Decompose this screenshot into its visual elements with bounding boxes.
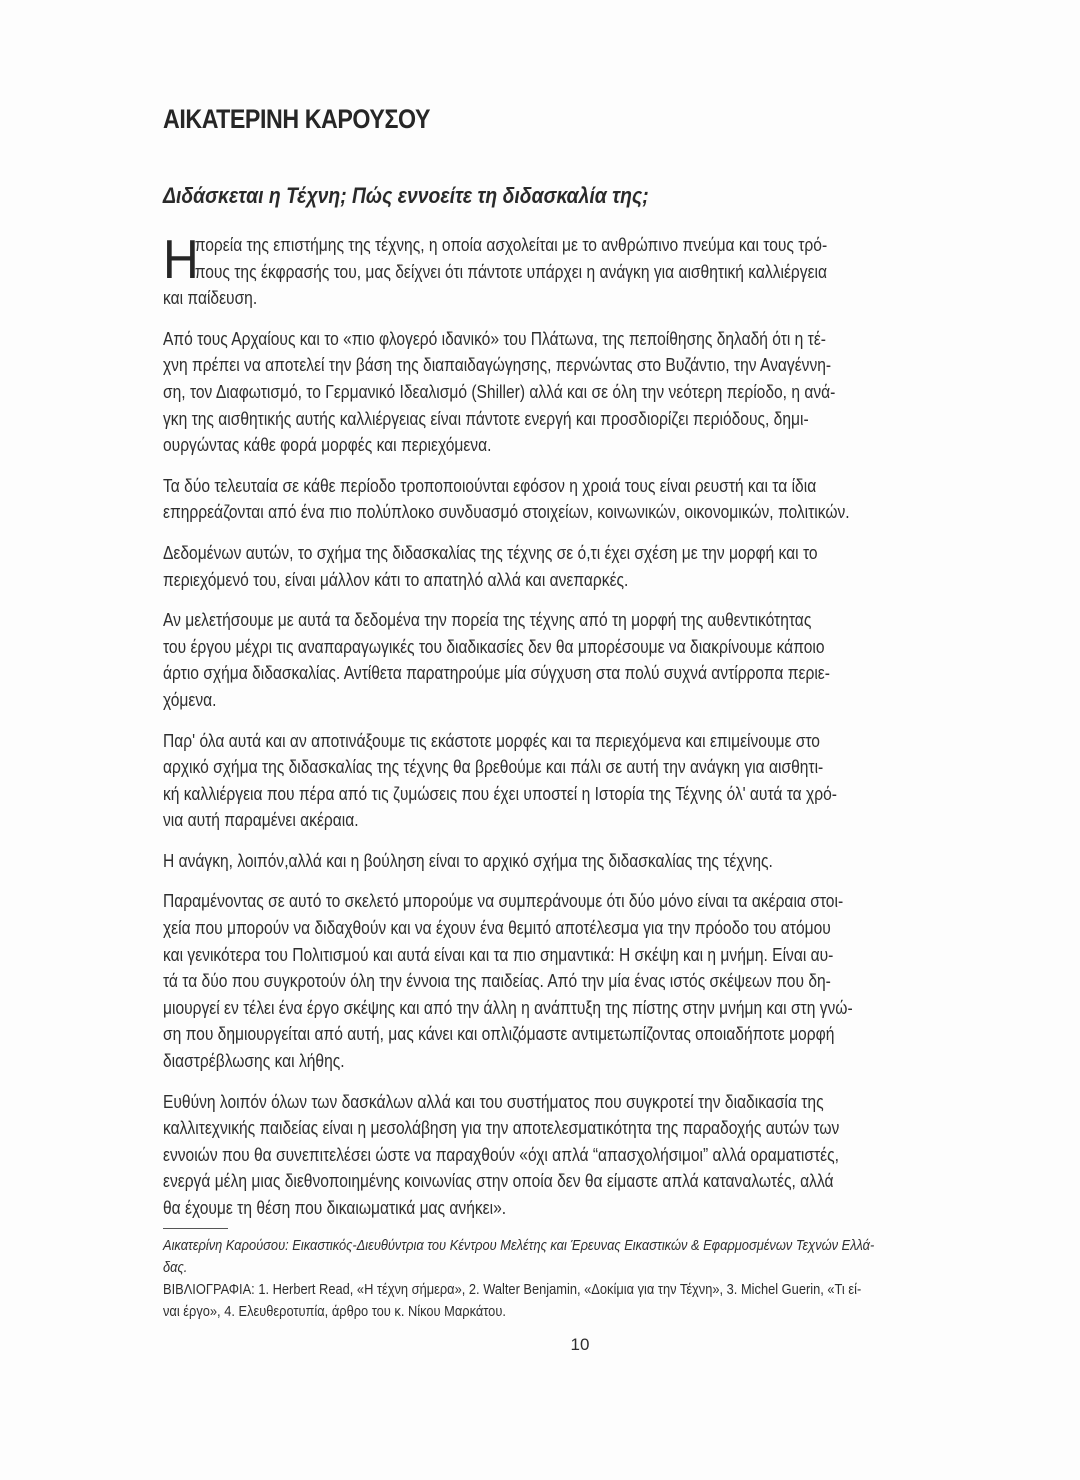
footnotes — [163, 1235, 1063, 1323]
text-line: νια αυτή παραμένει ακέραια. — [163, 810, 359, 831]
text-line: καλλιτεχνικής παιδείας είναι η μεσολάβηση για την αποτελεσματικότητα της παραδοχής αυτών των — [163, 1118, 840, 1139]
paragraph — [163, 540, 1063, 593]
text-line: του έργου μέχρι τις αναπαραγωγικές του διαδικασίες δεν θα μπορέσουμε να διακρίνουμε κάποιο — [163, 636, 825, 657]
text-line: πους της έκφρασής του, μας δείχνει ότι πάντοτε υπάρχει η ανάγκη για αισθητική καλλιέργεια — [194, 261, 828, 282]
intro-paragraph — [163, 228, 1063, 312]
text-line: γκη της αισθητικής αυτής καλλιέργειας είναι πάντοτε ενεργή και προσδιορίζει περιόδους, δημι- — [163, 408, 809, 429]
text-line: πορεία της επιστήμης της τέχνης, η οποία ασχολείται με το ανθρώπινο πνεύμα και τους τρό- — [194, 235, 828, 255]
text-line: ση που δημιουργείται από αυτή, μας κάνει και οπλιζόμαστε αντιμετωπίζοντας οποιαδήποτε μορφή — [163, 1024, 835, 1045]
text-line: Παραμένοντας σε αυτό το σκελετό μπορούμε να συμπεράνουμε ότι δύο μόνο είναι τα ακέραια στοι- — [163, 891, 844, 912]
paragraph — [163, 1089, 1063, 1222]
text-line: Από τους Αρχαίους και το «πιο φλογερό ιδανικό» του Πλάτωνα, της πεποίθησης δηλαδή ότι η τέ- — [163, 328, 826, 349]
author-note-line: Αικατερίνη Καρούσου: Εικαστικός-Διευθύντρια του Κέντρου Μελέτης και Έρευνας Εικαστικών & Εφαρμοσμένων Τεχνών Ελλά- — [163, 1237, 875, 1254]
text-line: Η ανάγκη, λοιπόν,αλλά και η βούληση είναι το αρχικό σχήμα της διδασκαλίας της τέχνης. — [163, 850, 773, 871]
text-line: Παρ' όλα αυτά και αν αποτινάξουμε τις εκάστοτε μορφές και τα περιεχόμενα και επιμείνουμε στο — [163, 730, 820, 751]
bibliography-line: ΒΙΒΛΙΟΓΡΑΦΙΑ: 1. Herbert Read, «Η τέχνη σήμερα», 2. Walter Benjamin, «Δοκίμια για την Τέχνη», 3. Michel Guerin, «Τι εί- — [163, 1281, 862, 1298]
text-line: περιεχόμενό του, είναι μάλλον κάτι το απατηλό αλλά και ανεπαρκές. — [163, 569, 629, 590]
text-line: Δεδομένων αυτών, το σχήμα της διδασκαλίας της τέχνης σε ό,τι έχει σχέση με την μορφή και το — [163, 542, 818, 563]
paragraph — [163, 607, 1063, 713]
text-line: Ευθύνη λοιπόν όλων των δασκάλων αλλά και του συστήματος που συγκροτεί την διαδικασία της — [163, 1091, 824, 1112]
text-line: διαστρέβλωσης και λήθης. — [163, 1051, 345, 1072]
text-line: Τα δύο τελευταία σε κάθε περίοδο τροποποιούνται εφόσον η χροιά τους είναι ρευστή και τα ίδια — [163, 475, 817, 496]
author-note-line: δας. — [163, 1259, 188, 1276]
text-line: μιουργεί εν τέλει ένα έργο σκέψης και από την άλλη η ανάπτυξη της πίστης στην μνήμη και στη γνώ- — [163, 997, 853, 1018]
text-line: ουργώντας κάθε φορά μορφές και περιεχόμενα. — [163, 435, 492, 456]
paragraph — [163, 326, 1063, 459]
text-line: ενεργά μέλη μιας διεθνοποιημένης κοινωνίας στην οποία δεν θα είμαστε απλά καταναλωτές, αλλά — [163, 1171, 834, 1192]
text-line: θα έχουμε τη θέση που δικαιωματικά μας ανήκει». — [163, 1198, 507, 1218]
text-line: Αν μελετήσουμε με αυτά τα δεδομένα την πορεία της τέχνης από τη μορφή της αυθεντικότητας — [163, 610, 812, 631]
footnote-divider — [163, 1228, 228, 1229]
text-line: άρτιο σχήμα διδασκαλίας. Αντίθετα παρατηρούμε μία σύγχυση στα πολύ συχνά αντίρροπα περιε- — [163, 663, 830, 684]
paragraph — [163, 728, 1063, 834]
text-line: τά τα δύο που συγκροτούν όλη την έννοια της παιδείας. Από την μία ένας ιστός σκέψεων που δη- — [163, 971, 831, 992]
paragraph — [163, 848, 1063, 875]
author-name: ΑΙΚΑΤΕΡΙΝΗ ΚΑΡΟΥΣΟΥ — [163, 104, 431, 134]
article-title: Διδάσκεται η Τέχνη; Πώς εννοείτε τη διδασκαλία της; — [163, 183, 649, 208]
paragraph — [163, 888, 1063, 1074]
text-line: χόμενα. — [163, 689, 217, 710]
drop-cap: Η — [163, 228, 199, 290]
text-line: χνη πρέπει να αποτελεί την βάση της διαπαιδαγώγησης, περνώντας στο Βυζάντιο, την Αναγέννη- — [163, 355, 832, 376]
text-line: επηρρεάζονται από ένα πιο πολύπλοκο συνδυασμό στοιχείων, κοινωνικών, οικονομικών, πολιτικών. — [163, 502, 850, 523]
page-number: 10 — [570, 1335, 590, 1354]
text-line: κή καλλιέργεια που πέρα από τις ζυμώσεις που έχει υποστεί η Ιστορία της Τέχνης όλ' αυτά τα χρό- — [163, 783, 837, 804]
text-line: και παίδευση. — [163, 288, 258, 309]
article-body — [163, 228, 1063, 1236]
text-line: και γενικότερα του Πολιτισμού και αυτά είναι και τα πιο σημαντικά: Η σκέψη και η μνήμη. Είναι αυ- — [163, 944, 834, 965]
paragraph — [163, 473, 1063, 526]
text-line: ση, τον Διαφωτισμό, το Γερμανικό Ιδεαλισμό (Shiller) αλλά και σε όλη την νεότερη περίοδο, η ανά- — [163, 381, 836, 402]
text-line: αρχικό σχήμα της διδασκαλίας της τέχνης θα βρεθούμε και πάλι σε αυτή την ανάγκη για αισθητι- — [163, 757, 824, 778]
text-line: χεία που μπορούν να διδαχθούν και να έχουν ένα θεμιτό αποτέλεσμα για την πρόοδο του ατόμου — [163, 918, 831, 939]
text-line: εννοιών που θα συνεπιτελέσει ώστε να παραχθούν «όχι απλά “απασχολήσιμοι” αλλά οραματιστές, — [163, 1144, 839, 1165]
bibliography-line: ναι έργο», 4. Ελευθεροτυπία, άρθρο του κ. Νίκου Μαρκάτου. — [163, 1303, 506, 1320]
